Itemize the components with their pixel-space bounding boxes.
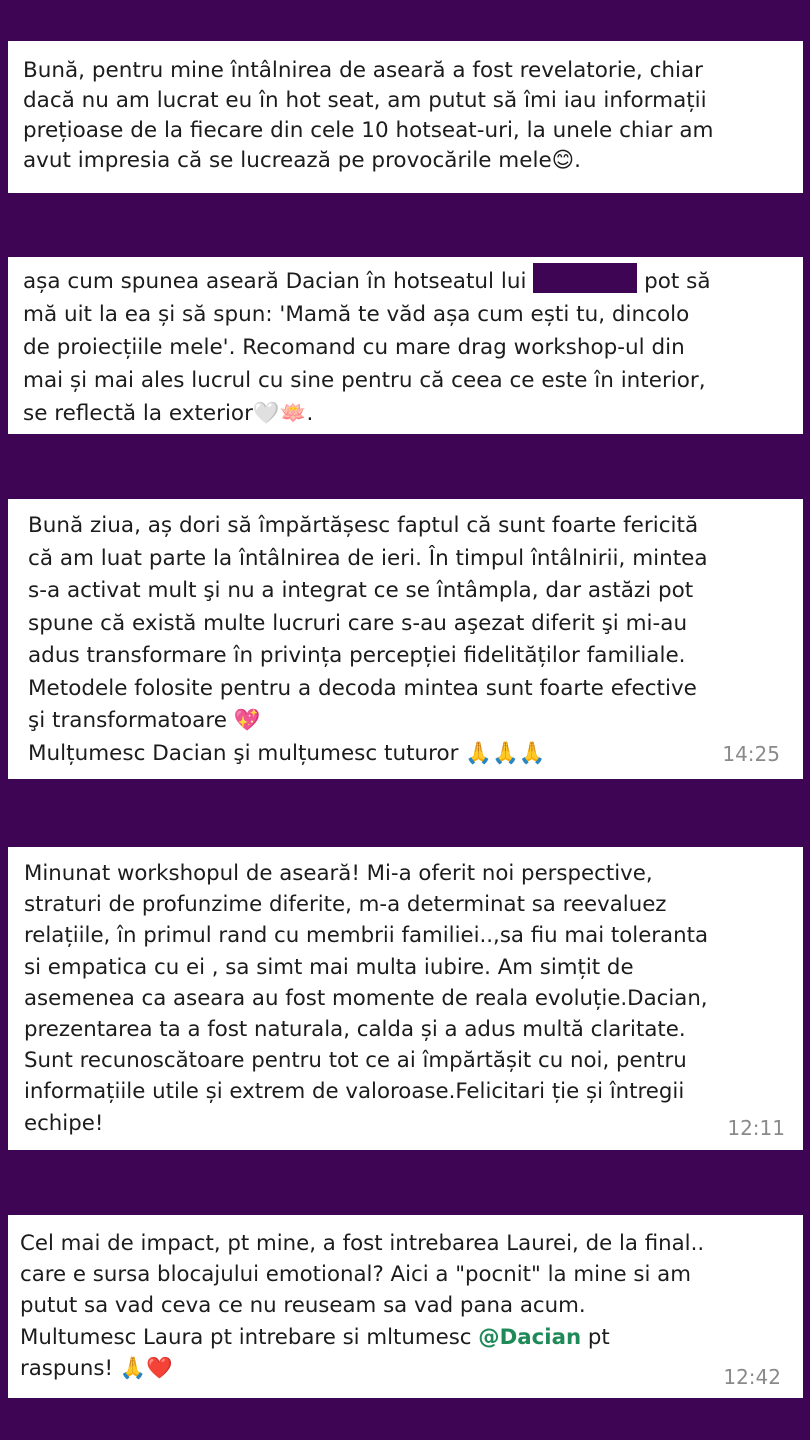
message-text-line: Metodele folosite pentru a decoda mintea sunt foarte efective — [28, 675, 697, 701]
message-text-line — [20, 1353, 803, 1384]
message-text-line: putut sa vad ceva ce nu reuseam sa vad pana acum. — [20, 1293, 586, 1319]
message-text: avut impresia că se lucrează pe provocările mele — [23, 148, 552, 173]
message-text-line: Bună ziua, aș dori să împărtășesc faptul că sunt foarte fericită — [28, 513, 699, 538]
message-bubble-5 — [8, 1215, 803, 1398]
message-timestamp: 14:25 — [722, 741, 780, 766]
message-text-line: Sunt recunoscătoare pentru tot ce ai împărtășit cu noi, pentru — [24, 1048, 687, 1074]
message-text: şi transformatoare — [28, 708, 227, 733]
message-bubble-4 — [8, 847, 803, 1150]
message-text-line: Bună, pentru mine întâlnirea de aseară a fost revelatorie, chiar — [23, 58, 704, 83]
message-text-line: relațiile, în primul rand cu membrii familiei..,sa fiu mai toleranta — [24, 923, 709, 949]
message-bubble-3 — [8, 499, 803, 779]
message-text-line: prețioase de la fiecare din cele 10 hotseat-uri, la unele chiar am — [23, 118, 714, 143]
message-timestamp: 12:42 — [723, 1364, 781, 1389]
message-text-line — [23, 263, 803, 298]
message-text-line: informațiile utile și extrem de valoroase.Felicitari ție și întregii — [24, 1079, 685, 1105]
praying-hands-emoji: 🙏🙏🙏 — [465, 740, 546, 766]
message-text: pot să — [637, 269, 711, 294]
message-text: Multumesc Laura pt intrebare si mltumesc — [20, 1324, 479, 1350]
message-text: . — [574, 148, 581, 173]
message-text: se reflectă la exterior — [23, 401, 253, 426]
message-text-line: s-a activat mult şi nu a integrat ce se întâmpla, dar astăzi pot — [28, 578, 694, 603]
message-text-line — [28, 738, 803, 771]
message-text: Mulțumesc Dacian şi mulțumesc tuturor — [28, 740, 459, 766]
message-text-line: care e sursa blocajului emotional? Aici a "pocnit" la mine si am — [20, 1262, 691, 1288]
message-text-line: spune că există multe lucruri care s-au aşezat diferit şi mi-au — [28, 610, 688, 636]
message-bubble-1 — [8, 41, 803, 193]
message-text-line: mai și mai ales lucrul cu sine pentru că ceea ce este în interior, — [23, 368, 706, 393]
message-text: . — [306, 401, 314, 426]
message-text-line: de proiecțiile mele'. Recomand cu mare drag workshop-ul din — [23, 335, 685, 360]
heart-lotus-emoji: 🤍🪷 — [252, 401, 307, 426]
message-text-line: prezentarea ta a fost naturala, calda și a adus multă claritate. — [24, 1017, 686, 1043]
message-text-line: echipe! — [24, 1110, 104, 1136]
message-text-line: asemenea ca aseara au fost momente de reala evoluție.Dacian, — [24, 985, 708, 1011]
message-text: așa cum spunea aseară Dacian în hotseatul lui — [23, 269, 534, 294]
mention-link[interactable]: @Dacian — [478, 1324, 582, 1350]
sparkling-heart-emoji: 💖 — [233, 708, 261, 733]
message-timestamp: 12:11 — [727, 1115, 785, 1140]
smiling-face-emoji: 😊 — [551, 148, 575, 173]
message-text-line: straturi de profunzime diferite, m-a determinat sa reevaluez — [24, 892, 667, 918]
message-text-line — [23, 146, 803, 176]
message-text-line — [28, 705, 803, 738]
redacted-name-block — [533, 263, 637, 293]
message-text-line: că am luat parte la întâlnirea de ieri. În timpul întâlnirii, mintea — [28, 545, 708, 571]
message-text-line — [23, 397, 803, 430]
message-text-line: adus transformare în privința percepției fidelităților familiale. — [28, 643, 686, 668]
message-text-line: mă uit la ea și să spun: 'Mamă te văd așa cum ești tu, dincolo — [23, 302, 690, 327]
message-text-line: Cel mai de impact, pt mine, a fost intrebarea Laurei, de la final.. — [20, 1231, 705, 1256]
message-bubble-2 — [8, 257, 803, 434]
message-text-line: Minunat workshopul de aseară! Mi-a oferit noi perspective, — [24, 861, 653, 886]
praying-hands-heart-emoji: 🙏❤️ — [119, 1355, 173, 1381]
message-text: pt — [581, 1324, 610, 1350]
message-text: raspuns! — [20, 1355, 120, 1381]
message-text-line: dacă nu am lucrat eu în hot seat, am putut să îmi iau informații — [23, 88, 707, 113]
message-text-line: si empatica cu ei , sa simt mai multa iubire. Am simțit de — [24, 954, 634, 980]
message-text-line — [20, 1322, 803, 1353]
